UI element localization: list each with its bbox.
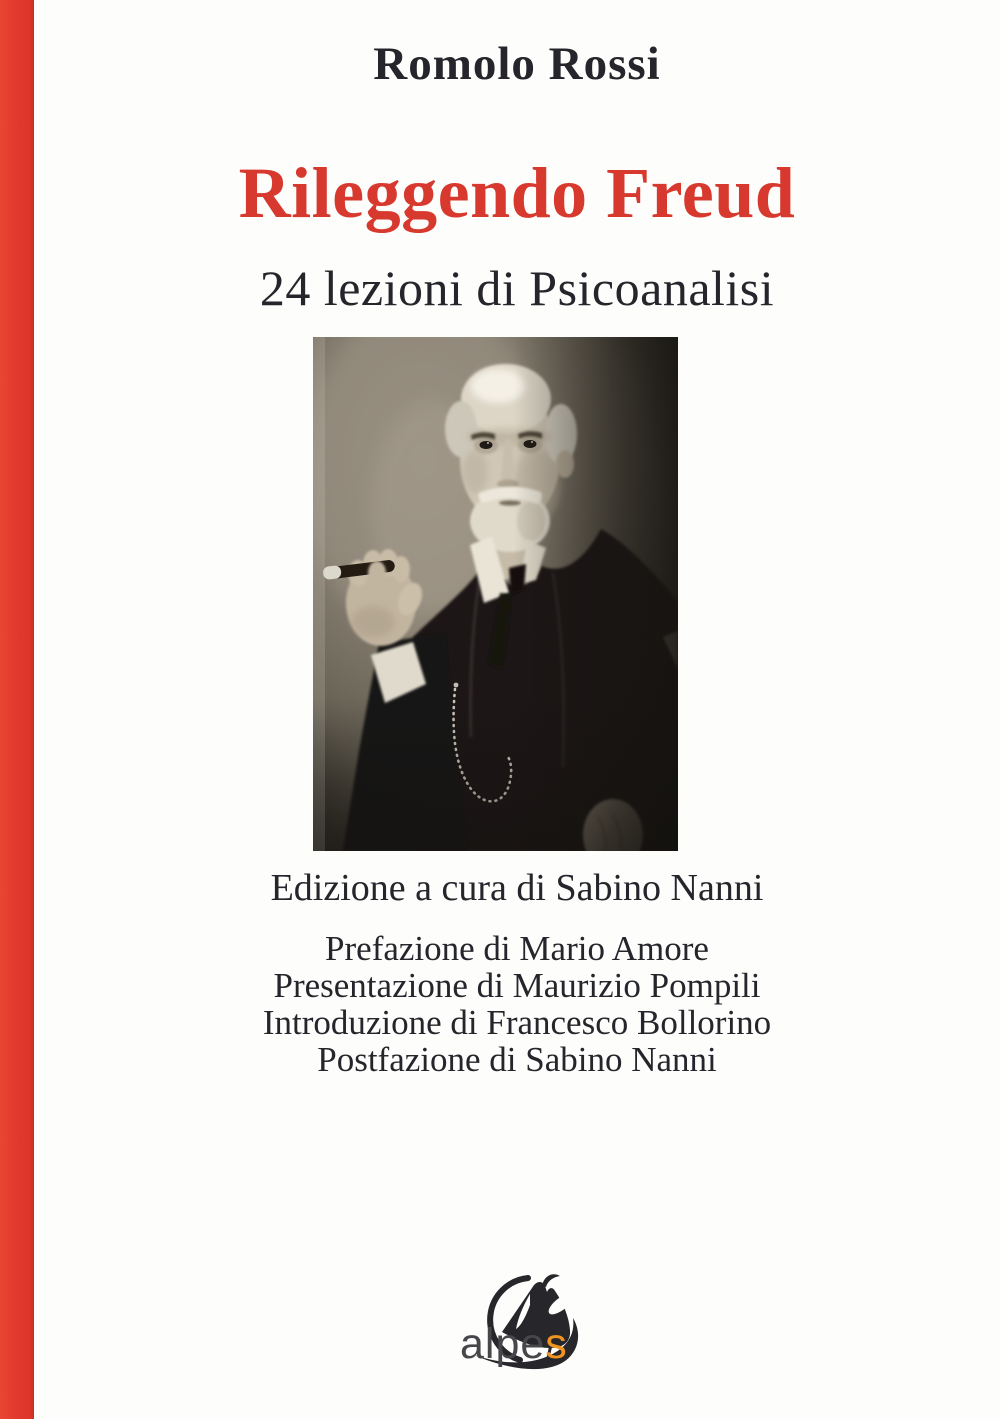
red-spine-stripe <box>0 0 34 1419</box>
publisher-logo <box>440 1266 610 1378</box>
freud-portrait-illustration <box>313 337 678 851</box>
credit-line-postfazione: Postfazione di Sabino Nanni <box>317 1040 717 1079</box>
credit-line-introduzione: Introduzione di Francesco Bollorino <box>262 1003 772 1042</box>
wordmark-alpe: alpe <box>460 1320 546 1368</box>
author-name: Romolo Rossi <box>373 38 661 90</box>
credit-line-presentazione: Presentazione di Maurizio Pompili <box>273 966 761 1005</box>
edition-note: Edizione a cura di Sabino Nanni <box>270 867 764 909</box>
publisher-wordmark <box>460 1320 568 1368</box>
alpes-logo-mark <box>440 1266 610 1378</box>
book-subtitle: 24 lezioni di Psicoanalisi <box>259 260 775 316</box>
credits-block <box>34 930 1000 1078</box>
freud-portrait-photo <box>313 337 678 851</box>
credit-line-prefazione: Prefazione di Mario Amore <box>325 929 709 968</box>
book-title: Rileggendo Freud <box>238 153 796 233</box>
wordmark-s-accent: s <box>545 1320 568 1368</box>
